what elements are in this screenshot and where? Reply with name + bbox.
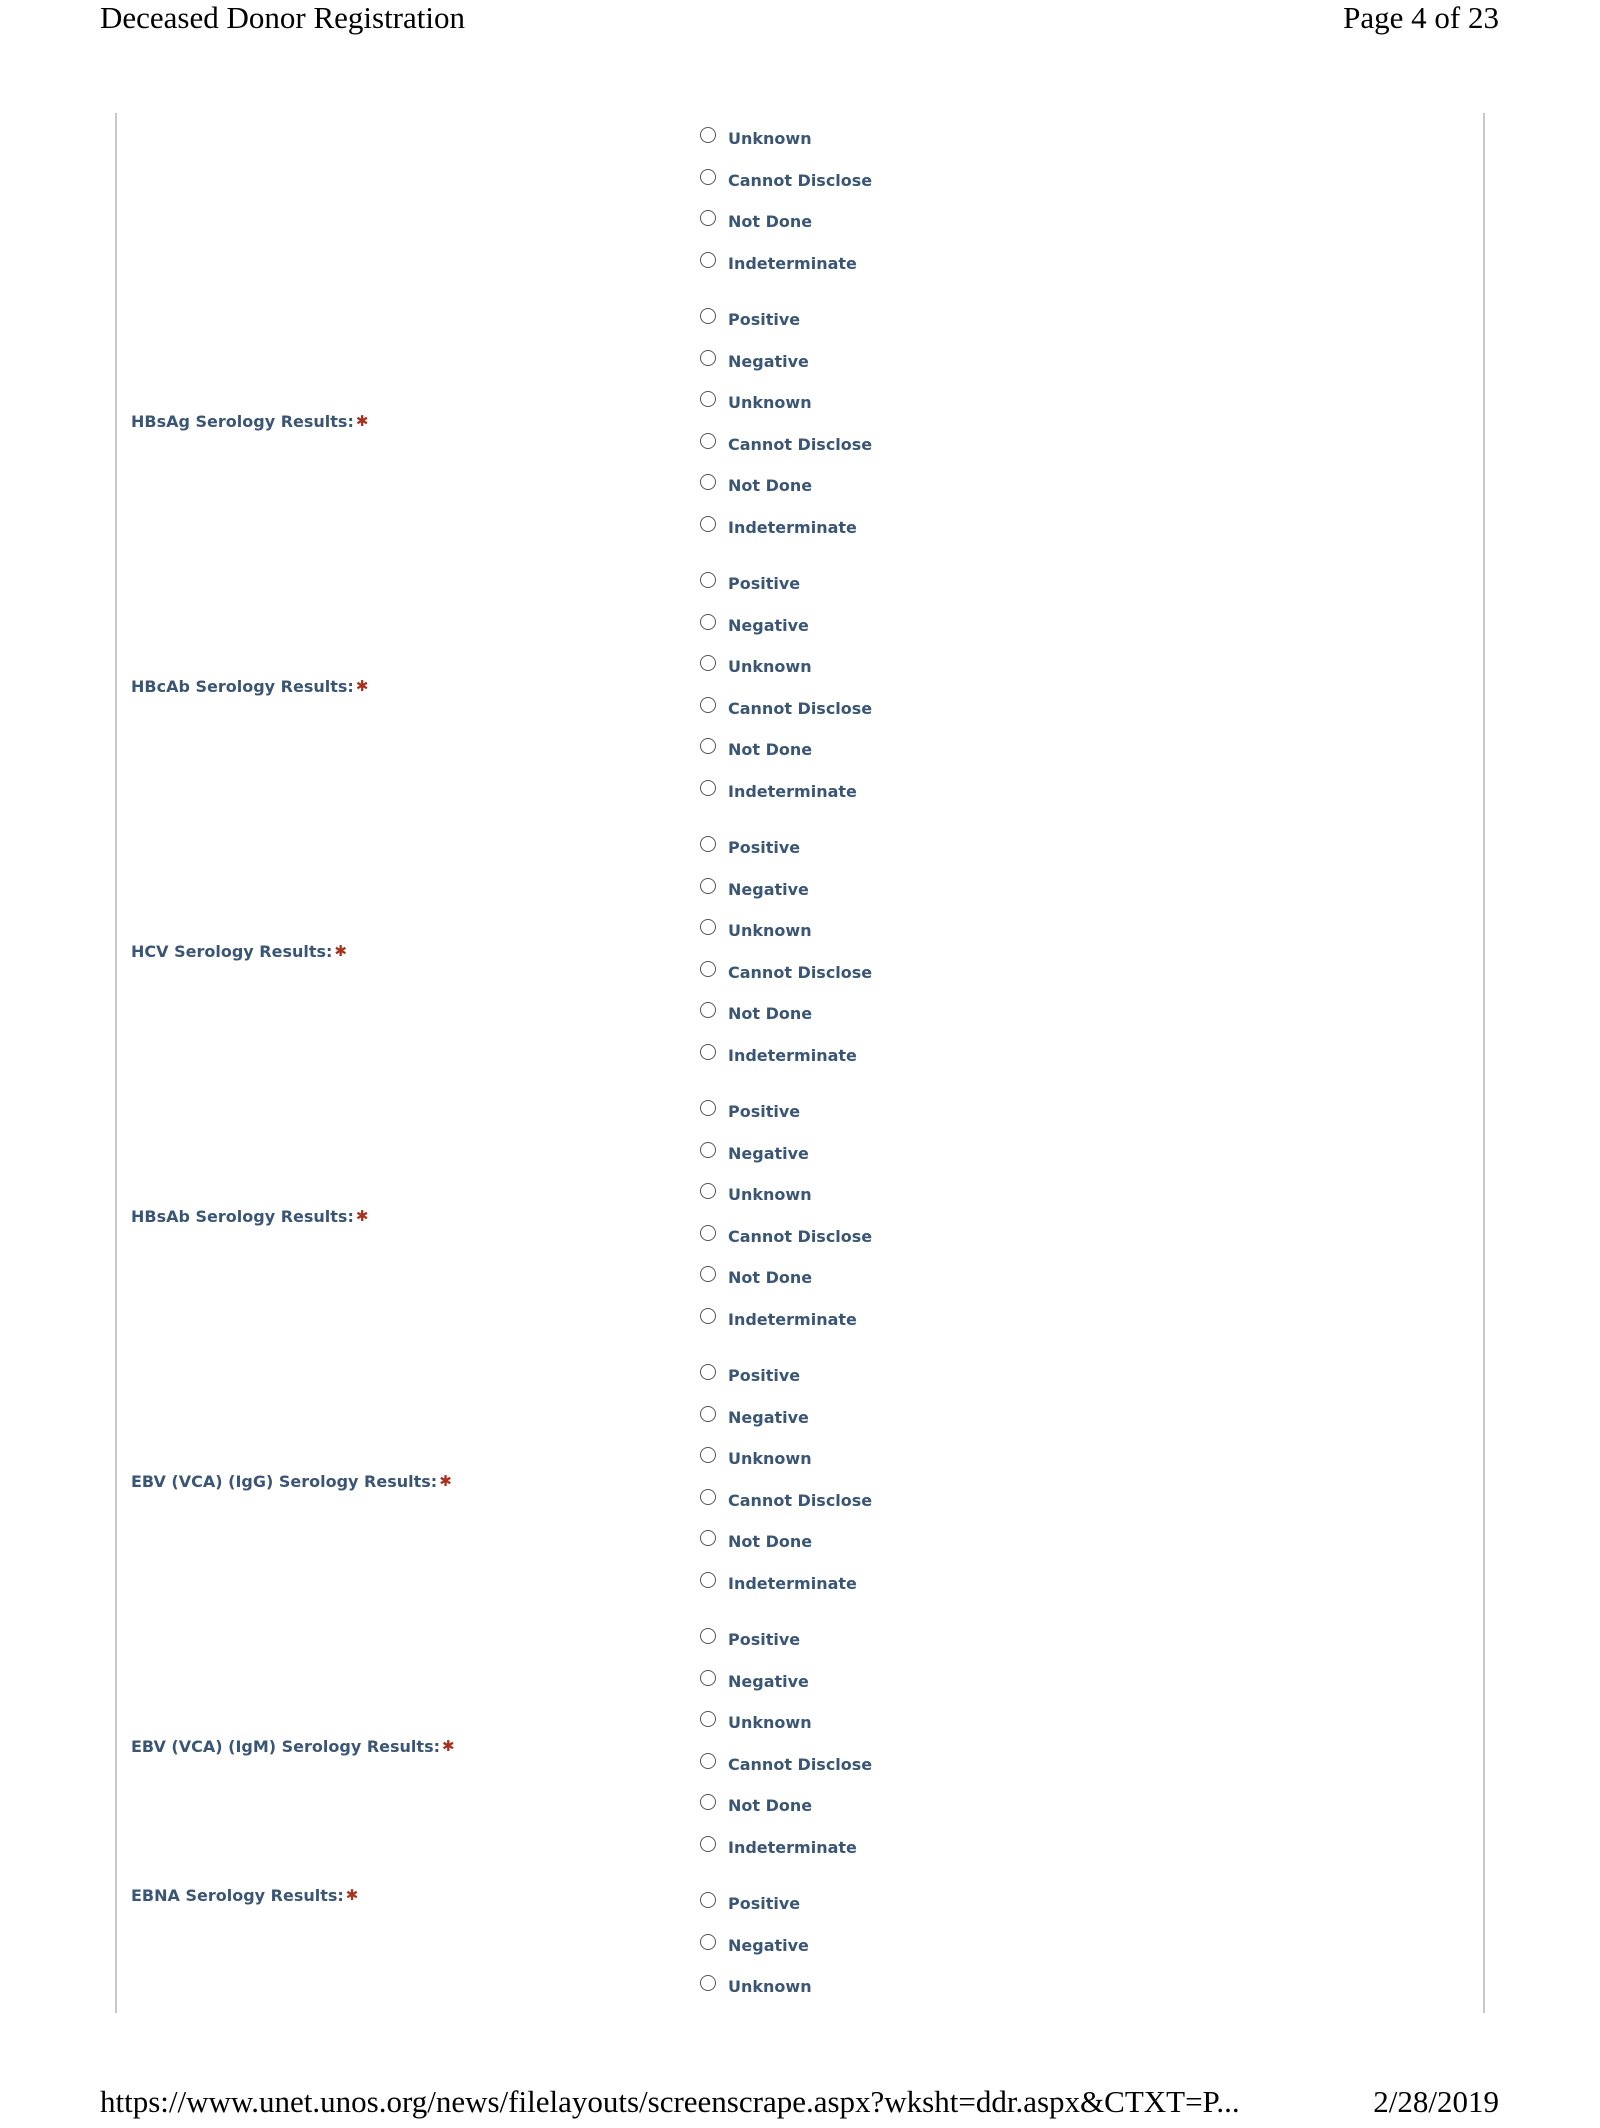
radio-button[interactable] xyxy=(700,572,716,588)
required-icon: ✱ xyxy=(439,1472,452,1490)
radio-button[interactable] xyxy=(700,474,716,490)
radio-option[interactable] xyxy=(700,1141,809,1165)
radio-option-label: Cannot Disclose xyxy=(728,698,873,718)
radio-option[interactable] xyxy=(700,1307,857,1331)
field-label xyxy=(131,409,368,433)
radio-button[interactable] xyxy=(700,1892,716,1908)
radio-button[interactable] xyxy=(700,1183,716,1199)
radio-option-label: Unknown xyxy=(728,1712,812,1732)
field-label xyxy=(131,939,347,963)
radio-option[interactable] xyxy=(700,251,857,275)
radio-option[interactable] xyxy=(700,1043,857,1067)
radio-button[interactable] xyxy=(700,1836,716,1852)
radio-option-label: Cannot Disclose xyxy=(728,170,873,190)
radio-option[interactable] xyxy=(700,960,872,984)
radio-option-label: Cannot Disclose xyxy=(728,962,873,982)
radio-option[interactable] xyxy=(700,1224,872,1248)
radio-button[interactable] xyxy=(700,1044,716,1060)
radio-option[interactable] xyxy=(700,1710,812,1734)
field-label xyxy=(131,1734,455,1758)
radio-option-label: Indeterminate xyxy=(728,517,857,537)
radio-option[interactable] xyxy=(700,1793,812,1817)
field-label xyxy=(131,1469,452,1493)
radio-button[interactable] xyxy=(700,169,716,185)
radio-option-label: Cannot Disclose xyxy=(728,1754,873,1774)
radio-option-label: Indeterminate xyxy=(728,1045,857,1065)
radio-option[interactable] xyxy=(700,1571,857,1595)
radio-option-label: Positive xyxy=(728,837,801,857)
radio-option[interactable] xyxy=(700,835,800,859)
radio-option-label: Positive xyxy=(728,1893,801,1913)
field-label-text: HBcAb Serology Results: xyxy=(131,676,354,696)
radio-option-label: Cannot Disclose xyxy=(728,1490,873,1510)
radio-option-label: Unknown xyxy=(728,1448,812,1468)
radio-option-label: Not Done xyxy=(728,739,813,759)
radio-button[interactable] xyxy=(700,1100,716,1116)
radio-option-label: Negative xyxy=(728,351,809,371)
radio-option[interactable] xyxy=(700,1001,812,1025)
radio-option[interactable] xyxy=(700,737,812,761)
radio-button[interactable] xyxy=(700,1002,716,1018)
radio-option[interactable] xyxy=(700,1669,809,1693)
radio-button[interactable] xyxy=(700,210,716,226)
radio-option-label: Negative xyxy=(728,1143,809,1163)
radio-option[interactable] xyxy=(700,613,809,637)
field-label-text: EBV (VCA) (IgG) Serology Results: xyxy=(131,1471,438,1491)
radio-option[interactable] xyxy=(700,779,857,803)
radio-option-label: Indeterminate xyxy=(728,1837,857,1857)
radio-option[interactable] xyxy=(700,1363,800,1387)
radio-button[interactable] xyxy=(700,738,716,754)
page-number: Page 4 of 23 xyxy=(1343,0,1499,35)
radio-button[interactable] xyxy=(700,1753,716,1769)
radio-option[interactable] xyxy=(700,1752,872,1776)
radio-option[interactable] xyxy=(700,877,809,901)
radio-option-label: Not Done xyxy=(728,1531,813,1551)
required-icon: ✱ xyxy=(355,412,369,430)
radio-button[interactable] xyxy=(700,1266,716,1282)
radio-option[interactable] xyxy=(700,1265,812,1289)
radio-option-label: Unknown xyxy=(728,1184,812,1204)
radio-option-label: Not Done xyxy=(728,1003,813,1023)
radio-button[interactable] xyxy=(700,391,716,407)
radio-option-label: Negative xyxy=(728,879,809,899)
radio-option[interactable] xyxy=(700,473,812,497)
document-title: Deceased Donor Registration xyxy=(100,0,465,35)
radio-option-label: Unknown xyxy=(728,656,812,676)
required-icon: ✱ xyxy=(345,1886,359,1904)
field-label xyxy=(131,674,368,698)
radio-option[interactable] xyxy=(700,1182,812,1206)
radio-button[interactable] xyxy=(700,127,716,143)
radio-button[interactable] xyxy=(700,655,716,671)
radio-button[interactable] xyxy=(700,697,716,713)
radio-button[interactable] xyxy=(700,1670,716,1686)
radio-option[interactable] xyxy=(700,1099,800,1123)
radio-option-label: Cannot Disclose xyxy=(728,434,873,454)
radio-button[interactable] xyxy=(700,836,716,852)
field-label-text: EBNA Serology Results: xyxy=(131,1885,344,1905)
radio-button[interactable] xyxy=(700,1225,716,1241)
radio-button[interactable] xyxy=(700,1628,716,1644)
radio-option-label: Unknown xyxy=(728,128,812,148)
radio-option[interactable] xyxy=(700,1933,809,1957)
radio-option[interactable] xyxy=(700,307,800,331)
radio-option[interactable] xyxy=(700,1446,812,1470)
radio-option[interactable] xyxy=(700,126,812,150)
radio-option[interactable] xyxy=(700,654,812,678)
radio-option-label: Positive xyxy=(728,1629,801,1649)
radio-option-label: Negative xyxy=(728,1935,809,1955)
radio-button[interactable] xyxy=(700,919,716,935)
field-label-text: EBV (VCA) (IgM) Serology Results: xyxy=(131,1736,440,1756)
radio-button[interactable] xyxy=(700,961,716,977)
radio-button[interactable] xyxy=(700,780,716,796)
radio-button[interactable] xyxy=(700,1934,716,1950)
radio-button[interactable] xyxy=(700,516,716,532)
field-label-text: HBsAb Serology Results: xyxy=(131,1206,354,1226)
required-icon: ✱ xyxy=(355,677,369,695)
radio-button[interactable] xyxy=(700,1530,716,1546)
print-footer xyxy=(0,2084,1600,2124)
radio-button[interactable] xyxy=(700,252,716,268)
radio-button[interactable] xyxy=(700,1711,716,1727)
radio-button[interactable] xyxy=(700,614,716,630)
radio-option[interactable] xyxy=(700,168,872,192)
radio-option[interactable] xyxy=(700,209,812,233)
radio-button[interactable] xyxy=(700,1406,716,1422)
radio-button[interactable] xyxy=(700,1447,716,1463)
radio-button[interactable] xyxy=(700,1489,716,1505)
radio-option-label: Cannot Disclose xyxy=(728,1226,873,1246)
radio-option[interactable] xyxy=(700,515,857,539)
radio-option-label: Positive xyxy=(728,1101,801,1121)
radio-option-label: Indeterminate xyxy=(728,1309,857,1329)
radio-option[interactable] xyxy=(700,1891,800,1915)
radio-button[interactable] xyxy=(700,878,716,894)
radio-option-label: Negative xyxy=(728,1407,809,1427)
radio-option-label: Not Done xyxy=(728,211,813,231)
radio-option-label: Indeterminate xyxy=(728,781,857,801)
field-label xyxy=(131,1883,358,1907)
radio-option[interactable] xyxy=(700,1835,857,1859)
radio-option-label: Not Done xyxy=(728,1795,813,1815)
radio-option[interactable] xyxy=(700,571,800,595)
radio-option-label: Positive xyxy=(728,573,801,593)
radio-option[interactable] xyxy=(700,696,872,720)
page-url: https://www.unet.unos.org/news/filelayouts/screenscrape.aspx?wksht=ddr.aspx&CTXT=P... xyxy=(100,2084,1240,2119)
radio-option[interactable] xyxy=(700,1627,800,1651)
radio-option[interactable] xyxy=(700,390,812,414)
radio-option-label: Unknown xyxy=(728,1976,812,1996)
radio-option[interactable] xyxy=(700,349,809,373)
radio-option-label: Unknown xyxy=(728,920,812,940)
radio-option-label: Not Done xyxy=(728,475,813,495)
field-label xyxy=(131,1204,368,1228)
radio-option-label: Negative xyxy=(728,1671,809,1691)
radio-button[interactable] xyxy=(700,308,716,324)
radio-option-label: Positive xyxy=(728,309,801,329)
field-label-text: HCV Serology Results: xyxy=(131,941,333,961)
radio-button[interactable] xyxy=(700,1794,716,1810)
required-icon: ✱ xyxy=(334,942,347,960)
radio-option-label: Unknown xyxy=(728,392,812,412)
radio-option[interactable] xyxy=(700,432,872,456)
radio-option[interactable] xyxy=(700,1488,872,1512)
radio-option[interactable] xyxy=(700,1405,809,1429)
radio-button[interactable] xyxy=(700,350,716,366)
radio-option-label: Indeterminate xyxy=(728,253,857,273)
required-icon: ✱ xyxy=(355,1207,369,1225)
radio-option-label: Indeterminate xyxy=(728,1573,857,1593)
radio-option-label: Positive xyxy=(728,1365,801,1385)
required-icon: ✱ xyxy=(441,1737,455,1755)
radio-button[interactable] xyxy=(700,1364,716,1380)
radio-option[interactable] xyxy=(700,1974,812,1998)
field-label-text: HBsAg Serology Results: xyxy=(131,411,354,431)
radio-option-label: Not Done xyxy=(728,1267,813,1287)
radio-button[interactable] xyxy=(700,1308,716,1324)
radio-button[interactable] xyxy=(700,433,716,449)
radio-button[interactable] xyxy=(700,1142,716,1158)
radio-option[interactable] xyxy=(700,1529,812,1553)
radio-option-label: Negative xyxy=(728,615,809,635)
radio-button[interactable] xyxy=(700,1572,716,1588)
radio-option[interactable] xyxy=(700,918,812,942)
print-header xyxy=(0,0,1600,40)
print-date: 2/28/2019 xyxy=(1373,2084,1499,2119)
radio-button[interactable] xyxy=(700,1975,716,1991)
